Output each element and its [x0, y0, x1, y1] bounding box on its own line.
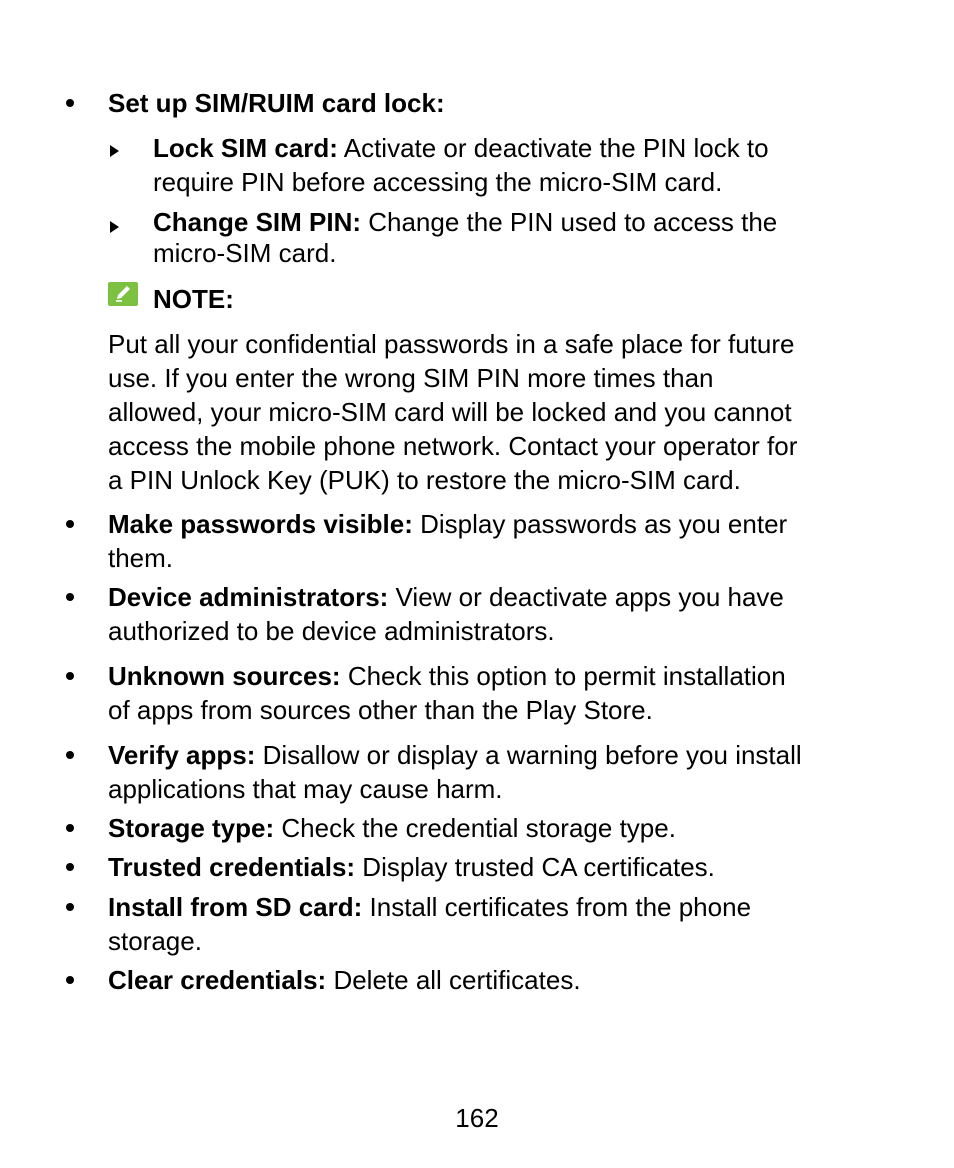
item-desc-2: of apps from sources other than the Play Store.	[108, 695, 653, 725]
list-item-storage-type	[108, 811, 676, 845]
change-pin-item	[153, 207, 777, 269]
sim-lock-heading: Set up SIM/RUIM card lock:	[108, 88, 445, 118]
pencil-icon	[108, 282, 138, 306]
item-desc: Delete all certificates.	[326, 965, 581, 995]
bullet-dot	[66, 976, 74, 984]
bullet-dot	[66, 520, 74, 528]
list-item-make-passwords-visible	[108, 507, 787, 575]
item-desc: Check this option to permit installation	[340, 661, 786, 691]
change-pin-desc-2: micro-SIM card.	[153, 238, 337, 268]
list-item-unknown-sources	[108, 659, 786, 727]
list-item-clear-credentials	[108, 963, 581, 997]
bullet-dot	[66, 824, 74, 832]
item-term: Verify apps:	[108, 740, 256, 770]
item-desc: Check the credential storage type.	[274, 813, 676, 843]
sub-bullet-triangle	[110, 145, 119, 157]
lock-sim-desc-2: require PIN before accessing the micro-SIM card.	[153, 167, 723, 197]
bullet-dot	[66, 99, 74, 107]
bullet-dot	[66, 903, 74, 911]
sub-bullet-triangle	[110, 221, 119, 233]
item-desc-2: authorized to be device administrators.	[108, 616, 555, 646]
note-line: a PIN Unlock Key (PUK) to restore the micro-SIM card.	[108, 465, 741, 495]
bullet-dot	[66, 863, 74, 871]
note-line: Put all your confidential passwords in a safe place for future	[108, 329, 795, 359]
note-body	[108, 327, 797, 497]
bullet-dot	[66, 672, 74, 680]
item-term: Device administrators:	[108, 582, 389, 612]
item-desc: Display passwords as you enter	[412, 509, 788, 539]
item-term: Trusted credentials:	[108, 852, 356, 882]
item-desc: Disallow or display a warning before you install	[255, 740, 802, 770]
item-desc-2: applications that may cause harm.	[108, 774, 503, 804]
change-pin-term: Change SIM PIN:	[153, 207, 362, 237]
change-pin-desc: Change the PIN used to access the	[361, 207, 778, 237]
list-item-verify-apps	[108, 738, 802, 806]
item-desc-2: them.	[108, 543, 174, 573]
item-desc: Display trusted CA certificates.	[355, 852, 715, 882]
item-term: Install from SD card:	[108, 892, 363, 922]
item-desc: View or deactivate apps you have	[388, 582, 784, 612]
bullet-dot	[66, 593, 74, 601]
list-item-install-from-sd-card	[108, 890, 751, 958]
note-line: allowed, your micro-SIM card will be locked and you cannot	[108, 397, 792, 427]
list-item-trusted-credentials	[108, 850, 715, 884]
list-item-device-administrators	[108, 580, 784, 648]
lock-sim-desc: Activate or deactivate the PIN lock to	[337, 133, 769, 163]
bullet-dot	[66, 751, 74, 759]
note-line: access the mobile phone network. Contact your operator for	[108, 431, 798, 461]
item-term: Unknown sources:	[108, 661, 341, 691]
lock-sim-term: Lock SIM card:	[153, 133, 338, 163]
item-term: Make passwords visible:	[108, 509, 413, 539]
item-desc: Install certificates from the phone	[362, 892, 752, 922]
item-term: Clear credentials:	[108, 965, 327, 995]
page-number: 162	[455, 1103, 499, 1133]
lock-sim-item	[153, 131, 769, 199]
note-label: NOTE:	[153, 284, 234, 314]
note-line: use. If you enter the wrong SIM PIN more times than	[108, 363, 714, 393]
item-term: Storage type:	[108, 813, 275, 843]
item-desc-2: storage.	[108, 926, 202, 956]
